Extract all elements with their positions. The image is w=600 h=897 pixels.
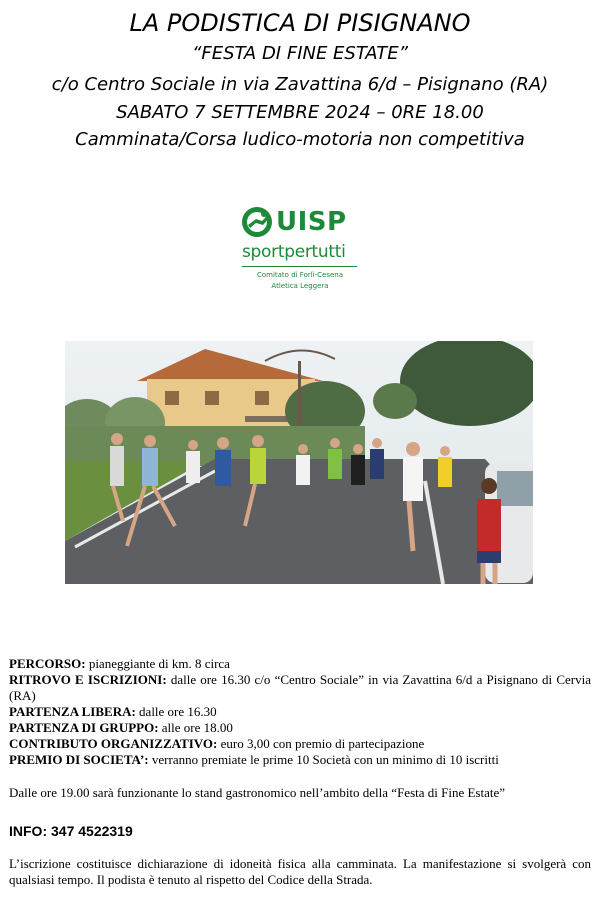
contributo-line [9,736,591,752]
info-phone: INFO: 347 4522319 [9,823,133,839]
logo-brand: UISP [276,207,347,237]
percorso-value: pianeggiante di km. 8 circa [85,656,230,671]
partenza-libera-value: dalle ore 16.30 [135,704,217,719]
logo-divider [242,266,357,267]
percorso-label: PERCORSO: [9,656,86,671]
partenza-libera-line [9,704,591,720]
premio-label: PREMIO DI SOCIETA’: [9,752,149,767]
logo-committee: Comitato di Forlì-Cesena [256,271,344,279]
partenza-gruppo-line [9,720,591,736]
event-venue: c/o Centro Sociale in via Zavattina 6/d – Pisignano (RA) [51,74,549,95]
runners-illustration [65,341,533,584]
premio-value: verranno premiate le prime 10 Società con un minimo di 10 iscritti [148,752,499,767]
uisp-logo [240,205,362,291]
partenza-gruppo-value: alle ore 18.00 [158,720,233,735]
logo-tagline: sportpertutti [242,242,346,262]
logo-section: Atletica Leggera [271,282,329,290]
contributo-value: euro 3,00 con premio di partecipazione [217,736,425,751]
ritrovo-label: RITROVO E ISCRIZIONI: [9,672,167,687]
stand-line: Dalle ore 19.00 sarà funzionante lo stand gastronomico nell’ambito della “Festa di Fine Estate” [9,785,506,800]
event-organizer-title: LA PODISTICA DI PISIGNANO [129,9,471,37]
event-subtitle: Camminata/Corsa ludico-motoria non competitiva [75,129,525,150]
runners-photo [65,341,533,584]
premio-line [9,752,591,768]
uisp-runner-icon [240,205,276,239]
partenza-libera-label: PARTENZA LIBERA: [9,704,136,719]
partenza-gruppo-label: PARTENZA DI GRUPPO: [9,720,159,735]
contributo-label: CONTRIBUTO ORGANIZZATIVO: [9,736,218,751]
percorso-line [9,656,591,672]
event-date: SABATO 7 SETTEMBRE 2024 – 0RE 18.00 [116,102,484,123]
event-name: “FESTA DI FINE ESTATE” [192,43,408,64]
ritrovo-line [9,672,591,704]
ritrovo-value: dalle ore 16.30 c/o “Centro Sociale” in via Zavattina 6/d a Pisignano di Cervia (RA) [9,672,591,703]
disclaimer: L’iscrizione costituisce dichiarazione di idoneità fisica alla camminata. La manifestazione si svolgerà con qualsiasi tempo. Il podista è tenuto al rispetto del Codice della Strada. [9,856,591,887]
